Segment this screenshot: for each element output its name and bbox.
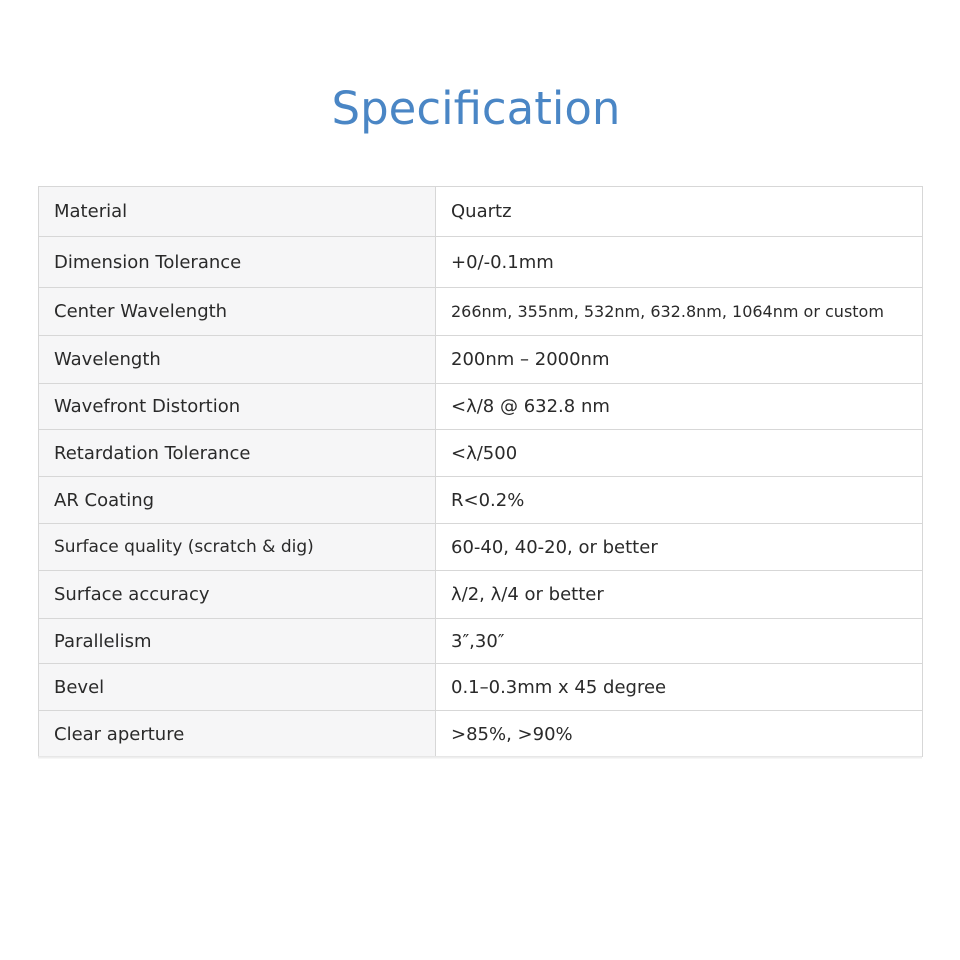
spec-label-clear-aperture: Clear aperture <box>39 711 436 758</box>
spec-value-retardation-tolerance: <λ/500 <box>436 430 923 477</box>
spec-value-material: Quartz <box>436 187 923 237</box>
spec-label-wavefront-distortion: Wavefront Distortion <box>39 384 436 430</box>
spec-label-surface-accuracy: Surface accuracy <box>39 571 436 619</box>
spec-value-wavelength: 200nm – 2000nm <box>436 336 923 384</box>
table-row <box>39 430 923 477</box>
spec-label-center-wavelength: Center Wavelength <box>39 288 436 336</box>
spec-value-parallelism: 3″,30″ <box>436 619 923 664</box>
table-row <box>39 524 923 571</box>
spec-value-clear-aperture: >85%, >90% <box>436 711 923 758</box>
spec-label-bevel: Bevel <box>39 664 436 711</box>
table-row <box>39 571 923 619</box>
spec-value-dimension-tolerance: +0/-0.1mm <box>436 237 923 288</box>
spec-label-parallelism: Parallelism <box>39 619 436 664</box>
spec-label-material: Material <box>39 187 436 237</box>
spec-value-center-wavelength: 266nm, 355nm, 532nm, 632.8nm, 1064nm or custom <box>436 288 923 336</box>
spec-value-bevel: 0.1–0.3mm x 45 degree <box>436 664 923 711</box>
spec-label-dimension-tolerance: Dimension Tolerance <box>39 237 436 288</box>
spec-value-surface-quality: 60-40, 40-20, or better <box>436 524 923 571</box>
spec-label-surface-quality: Surface quality (scratch & dig) <box>39 524 436 571</box>
spec-label-retardation-tolerance: Retardation Tolerance <box>39 430 436 477</box>
table-row <box>39 477 923 524</box>
spec-value-wavefront-distortion: <λ/8 @ 632.8 nm <box>436 384 923 430</box>
spec-label-wavelength: Wavelength <box>39 336 436 384</box>
page-title: Specification <box>331 82 621 135</box>
table-row <box>39 711 923 758</box>
table-row <box>39 187 923 237</box>
table-bottom-edge <box>38 756 922 759</box>
table-row <box>39 619 923 664</box>
spec-value-surface-accuracy: λ/2, λ/4 or better <box>436 571 923 619</box>
specification-table <box>38 186 923 757</box>
table-row <box>39 384 923 430</box>
table-row <box>39 237 923 288</box>
spec-label-ar-coating: AR Coating <box>39 477 436 524</box>
table-row <box>39 664 923 711</box>
table-row <box>39 336 923 384</box>
spec-value-ar-coating: R<0.2% <box>436 477 923 524</box>
table-row <box>39 288 923 336</box>
